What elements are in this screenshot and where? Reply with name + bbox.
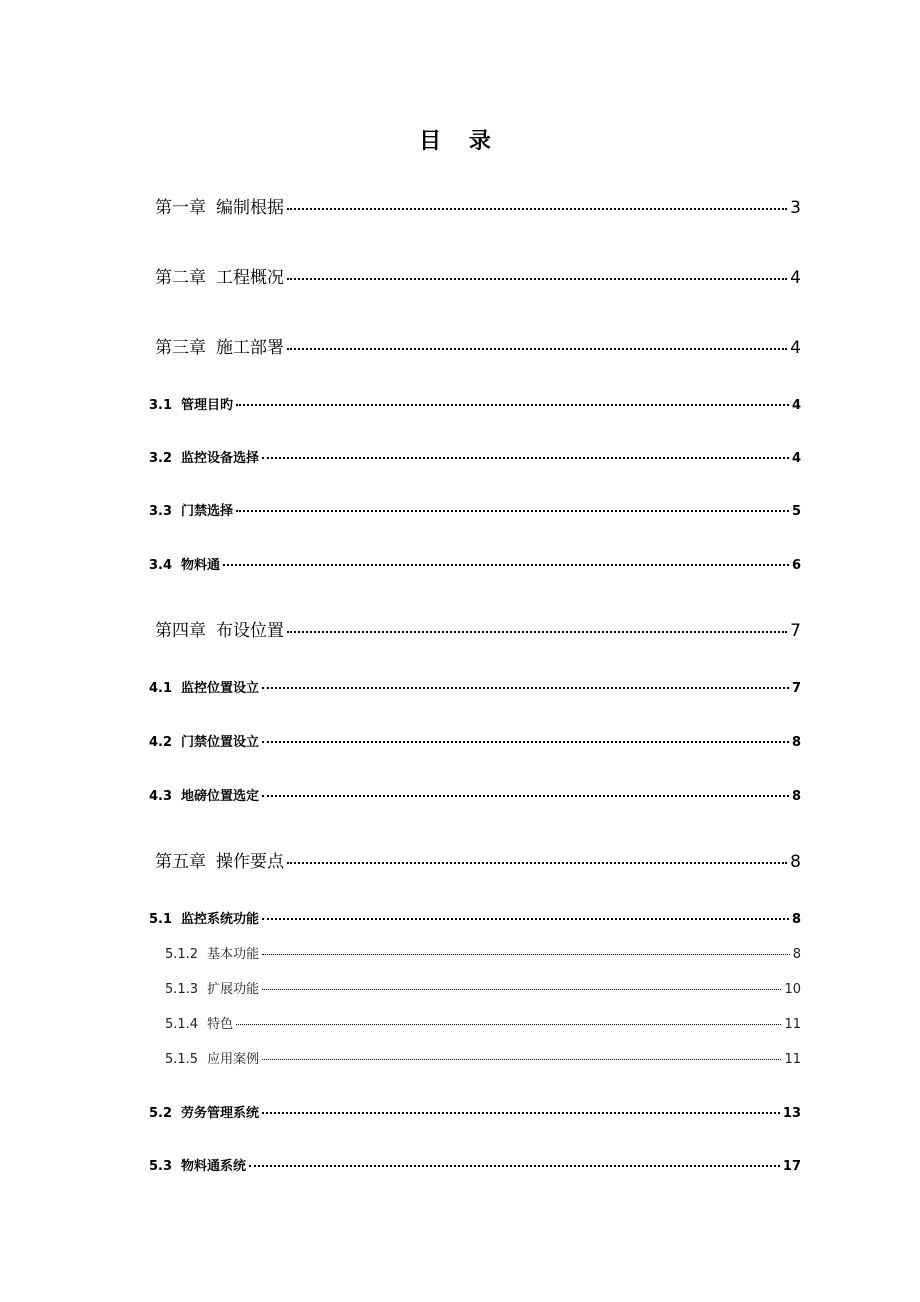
toc-entry-number: 第五章: [155, 852, 206, 872]
toc-entry-page: 4: [791, 398, 801, 413]
toc-entry-text: 监控位置设立: [181, 681, 260, 696]
toc-entry-section-4-1[interactable]: [149, 679, 801, 699]
toc-leader-dots: [287, 631, 787, 633]
toc-entry-text: 布设位置: [216, 621, 284, 641]
toc-entry-number: 5.1.2: [165, 947, 199, 962]
toc-entry-page: 8: [790, 852, 801, 872]
toc-entry-text: 工程概况: [216, 268, 284, 288]
toc-entry-text: 物料通: [181, 558, 221, 573]
toc-entry-text: 基本功能: [207, 947, 260, 962]
toc-entry-subsection-5-1-5[interactable]: [165, 1050, 801, 1070]
toc-entry-page: 7: [791, 681, 801, 696]
toc-entry-page: 6: [791, 558, 801, 573]
toc-entry-number: 5.1.5: [165, 1052, 199, 1067]
toc-entry-section-5-1[interactable]: [149, 910, 801, 930]
toc-entry-page: 17: [782, 1159, 801, 1174]
toc-entry-page: 4: [790, 338, 801, 358]
toc-entry-section-3-4[interactable]: [149, 556, 801, 576]
toc-leader-dots: [249, 1165, 780, 1167]
toc-entry-chapter-1[interactable]: [155, 196, 801, 220]
toc-entry-page: 7: [790, 621, 801, 641]
toc-entry-subsection-5-1-2[interactable]: [165, 945, 801, 965]
toc-entry-section-3-1[interactable]: [149, 396, 801, 416]
toc-entry-number: 5.1.4: [165, 1017, 199, 1032]
toc-entry-page: 8: [791, 735, 801, 750]
toc-entry-text: 施工部署: [216, 338, 284, 358]
toc-leader-dots: [236, 1024, 781, 1025]
toc-entry-text: 操作要点: [216, 852, 284, 872]
toc-leader-dots: [236, 510, 789, 512]
toc-entry-section-5-2[interactable]: [149, 1104, 801, 1124]
toc-entry-section-4-3[interactable]: [149, 787, 801, 807]
toc-entry-text: 管理目旳: [181, 398, 234, 413]
toc-entry-number: 4.3: [149, 789, 173, 804]
toc-entry-chapter-5[interactable]: [155, 850, 801, 874]
toc-entry-text: 监控设备选择: [181, 451, 260, 466]
toc-entry-text: 劳务管理系统: [181, 1106, 260, 1121]
toc-entry-text: 监控系统功能: [181, 912, 260, 927]
toc-entry-number: 3.4: [149, 558, 173, 573]
toc-entry-chapter-4[interactable]: [155, 619, 801, 643]
toc-entry-subsection-5-1-3[interactable]: [165, 980, 801, 1000]
toc-leader-dots: [262, 1059, 781, 1060]
toc-entry-number: 3.1: [149, 398, 173, 413]
toc-entry-page: 5: [791, 504, 801, 519]
toc-leader-dots: [262, 1112, 780, 1114]
toc-entry-text: 扩展功能: [207, 982, 260, 997]
toc-entry-chapter-3[interactable]: [155, 336, 801, 360]
toc-entry-number: 4.1: [149, 681, 173, 696]
toc-leader-dots: [262, 954, 790, 955]
toc-entry-section-3-3[interactable]: [149, 502, 801, 522]
toc-entry-page: 8: [791, 789, 801, 804]
toc-entry-text: 门禁位置设立: [181, 735, 260, 750]
toc-leader-dots: [287, 208, 787, 210]
toc-entry-text: 地磅位置选定: [181, 789, 260, 804]
toc-entry-number: 第四章: [155, 621, 206, 641]
toc-entry-page: 4: [790, 268, 801, 288]
toc-entry-number: 第三章: [155, 338, 206, 358]
toc-entry-text: 物料通系统: [181, 1159, 247, 1174]
toc-entry-page: 11: [784, 1017, 801, 1032]
toc-entry-number: 5.1: [149, 912, 173, 927]
toc-entry-number: 4.2: [149, 735, 173, 750]
toc-entry-number: 第一章: [155, 198, 206, 218]
toc-entry-number: 3.2: [149, 451, 173, 466]
toc-entry-page: 8: [791, 912, 801, 927]
toc-entry-page: 4: [791, 451, 801, 466]
toc-entry-page: 11: [784, 1052, 801, 1067]
toc-entry-page: 3: [790, 198, 801, 218]
toc-leader-dots: [287, 348, 787, 350]
toc-leader-dots: [262, 457, 789, 459]
toc-entry-page: 10: [784, 982, 801, 997]
toc-leader-dots: [236, 404, 789, 406]
toc-entry-number: 第二章: [155, 268, 206, 288]
toc-entry-number: 3.3: [149, 504, 173, 519]
toc-entry-section-4-2[interactable]: [149, 733, 801, 753]
toc-title: 目 录: [419, 129, 501, 154]
toc-leader-dots: [223, 564, 789, 566]
toc-leader-dots: [262, 687, 789, 689]
toc-entry-text: 特色: [207, 1017, 234, 1032]
toc-leader-dots: [262, 741, 789, 743]
toc-entry-page: 8: [792, 947, 801, 962]
toc-entry-number: 5.1.3: [165, 982, 199, 997]
toc-leader-dots: [287, 278, 787, 280]
toc-entry-section-3-2[interactable]: [149, 449, 801, 469]
toc-entry-text: 应用案例: [207, 1052, 260, 1067]
toc-entry-number: 5.2: [149, 1106, 173, 1121]
toc-entry-section-5-3[interactable]: [149, 1157, 801, 1177]
toc-entry-text: 门禁选择: [181, 504, 234, 519]
toc-entry-text: 编制根据: [216, 198, 284, 218]
toc-leader-dots: [262, 989, 781, 990]
toc-leader-dots: [262, 918, 789, 920]
toc-leader-dots: [262, 795, 789, 797]
toc-entry-number: 5.3: [149, 1159, 173, 1174]
toc-entry-chapter-2[interactable]: [155, 266, 801, 290]
toc-entry-page: 13: [782, 1106, 801, 1121]
toc-leader-dots: [287, 862, 787, 864]
toc-entry-subsection-5-1-4[interactable]: [165, 1015, 801, 1035]
